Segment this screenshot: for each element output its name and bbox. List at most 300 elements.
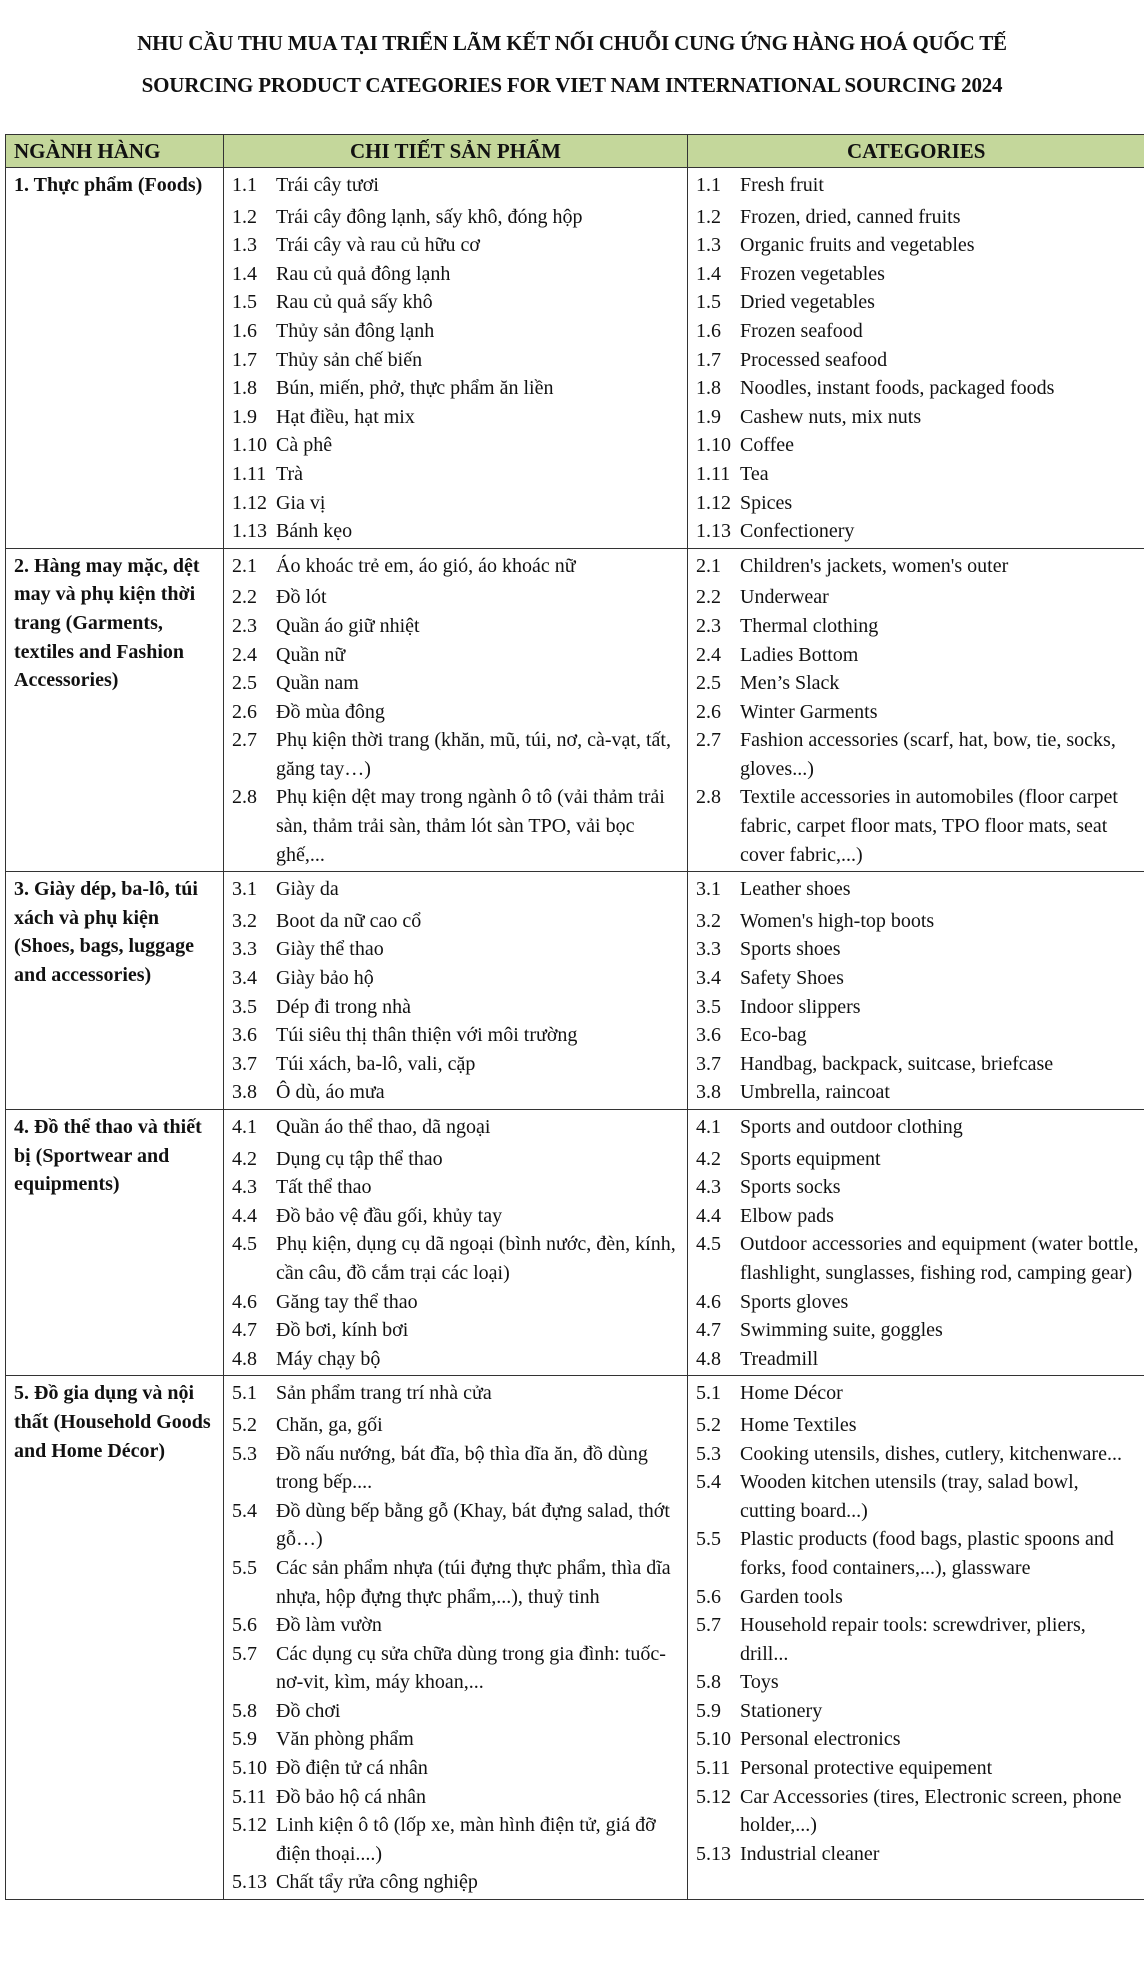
item-text: Home Textiles <box>740 1413 857 1436</box>
item-number: 4.8 <box>232 1347 257 1370</box>
item-text: Đồ làm vườn <box>276 1614 382 1637</box>
item-number: 4.7 <box>696 1319 721 1342</box>
item-text: Coffee <box>740 434 795 457</box>
list-item <box>696 1316 1139 1345</box>
item-number: 1.4 <box>232 262 257 285</box>
item-text: Bún, miến, phở, thực phẩm ăn liền <box>276 377 554 400</box>
industry-cell: 3. Giày dép, ba-lô, túi xách và phụ kiện (Shoes, bags, luggage and accessories) <box>6 872 224 1110</box>
item-text: Sports equipment <box>740 1147 881 1170</box>
list-item <box>696 1754 1139 1783</box>
item-text: Tea <box>740 462 769 485</box>
list-item <box>232 612 681 641</box>
item-text: Sports socks <box>740 1176 841 1199</box>
item-text: Fresh fruit <box>740 174 824 196</box>
item-text: Giày da <box>276 878 339 901</box>
list-item <box>696 1230 1139 1287</box>
list-item <box>232 1868 681 1897</box>
list-item <box>232 171 681 200</box>
item-number: 4.5 <box>232 1233 257 1256</box>
table-row <box>6 168 1144 549</box>
item-number: 4.1 <box>232 1116 257 1138</box>
list-item <box>696 1345 1139 1374</box>
item-text: Noodles, instant foods, packaged foods <box>740 377 1055 400</box>
item-number: 1.4 <box>696 262 721 285</box>
list-item <box>696 1145 1139 1174</box>
categories-cell <box>688 168 1144 549</box>
item-text: Sports gloves <box>740 1290 849 1313</box>
item-text: Đồ bảo hộ cá nhân <box>276 1785 426 1808</box>
item-text: Hạt điều, hạt mix <box>276 405 415 428</box>
list-item <box>696 260 1139 289</box>
item-number: 1.8 <box>696 377 721 400</box>
item-text: Spices <box>740 491 793 514</box>
item-text: Đồ bơi, kính bơi <box>276 1319 409 1342</box>
item-text: Dụng cụ tập thể thao <box>276 1147 443 1170</box>
list-item <box>232 1113 681 1142</box>
categories-cell <box>688 548 1144 872</box>
item-text: Quần nam <box>276 672 359 695</box>
list-item <box>232 1497 681 1554</box>
item-text: Handbag, backpack, suitcase, briefcase <box>740 1052 1054 1075</box>
list-item <box>696 1840 1139 1869</box>
item-number: 2.3 <box>232 614 257 637</box>
list-item <box>696 403 1139 432</box>
item-text: Frozen seafood <box>740 319 863 342</box>
item-number: 3.2 <box>232 909 257 932</box>
item-text: Các sản phẩm nhựa (túi đựng thực phẩm, thìa dĩa nhựa, hộp đựng thực phẩm,...), thuỷ tinh <box>276 1556 671 1608</box>
item-number: 1.6 <box>696 319 721 342</box>
table-row <box>6 872 1144 1110</box>
list-item <box>232 964 681 993</box>
item-text: Thủy sản đông lạnh <box>276 319 435 342</box>
list-item <box>232 460 681 489</box>
item-text: Linh kiện ô tô (lốp xe, màn hình điện tử, giá đỡ điện thoại....) <box>276 1814 656 1865</box>
item-text: Personal protective equipement <box>740 1757 993 1780</box>
item-text: Indoor slippers <box>740 995 861 1018</box>
item-number: 5.1 <box>696 1382 721 1405</box>
item-number: 2.1 <box>696 554 721 577</box>
item-number: 1.1 <box>232 174 257 196</box>
item-number: 1.8 <box>232 377 257 400</box>
list-item <box>232 1021 681 1050</box>
item-number: 3.2 <box>696 909 721 932</box>
item-text: Văn phòng phẩm <box>276 1728 414 1751</box>
item-number: 2.8 <box>232 786 257 809</box>
item-number: 5.6 <box>696 1585 721 1608</box>
list-item <box>232 1640 681 1697</box>
item-number: 2.5 <box>696 672 721 695</box>
item-number: 5.9 <box>232 1728 257 1751</box>
industry-cell: 5. Đồ gia dụng và nội thất (Household Goods and Home Décor) <box>6 1376 224 1900</box>
item-number: 4.6 <box>232 1290 257 1313</box>
list-item <box>232 1288 681 1317</box>
item-number: 1.9 <box>696 405 721 428</box>
item-text: Phụ kiện dệt may trong ngành ô tô (vải thảm trải sàn, thảm trải sàn, thảm lót sàn TPO, vải bọc ghế,... <box>276 786 665 866</box>
list-item <box>232 403 681 432</box>
item-number: 2.4 <box>696 643 721 666</box>
item-text: Cooking utensils, dishes, cutlery, kitchenware... <box>740 1442 1122 1465</box>
item-number: 5.8 <box>696 1671 721 1694</box>
item-number: 5.2 <box>232 1413 257 1436</box>
item-number: 1.1 <box>696 174 721 196</box>
list-item <box>696 1021 1139 1050</box>
sourcing-categories-table <box>5 134 1144 1900</box>
categories-cell <box>688 872 1144 1110</box>
item-text: Eco-bag <box>740 1024 807 1047</box>
item-text: Processed seafood <box>740 348 888 371</box>
item-number: 1.11 <box>232 462 267 485</box>
item-number: 1.7 <box>232 348 257 371</box>
item-number: 2.5 <box>232 672 257 695</box>
list-item <box>696 964 1139 993</box>
item-number: 3.3 <box>696 938 721 961</box>
item-text: Plastic products (food bags, plastic spoons and forks, food containers,...), glassware <box>740 1528 1114 1579</box>
list-item <box>232 641 681 670</box>
item-text: Treadmill <box>740 1347 819 1370</box>
list-item <box>696 1697 1139 1726</box>
industry-cell: 1. Thực phẩm (Foods) <box>6 168 224 549</box>
list-item <box>696 203 1139 232</box>
item-number: 2.8 <box>696 786 721 809</box>
item-text: Chăn, ga, gối <box>276 1413 383 1436</box>
list-item <box>232 583 681 612</box>
list-item <box>232 669 681 698</box>
item-number: 4.5 <box>696 1233 721 1256</box>
categories-cell <box>688 1110 1144 1376</box>
item-text: Men’s Slack <box>740 672 840 695</box>
item-number: 5.3 <box>696 1442 721 1465</box>
item-number: 5.13 <box>696 1842 731 1865</box>
table-header-row <box>6 135 1144 168</box>
list-item <box>232 1411 681 1440</box>
item-number: 3.8 <box>696 1081 721 1104</box>
item-number: 2.2 <box>696 586 721 609</box>
item-number: 3.3 <box>232 938 257 961</box>
item-text: Quần nữ <box>276 643 346 666</box>
list-item <box>696 583 1139 612</box>
list-item <box>232 907 681 936</box>
list-item <box>696 1525 1139 1582</box>
item-number: 5.5 <box>696 1528 721 1551</box>
product-details-cell <box>224 168 688 549</box>
item-number: 1.12 <box>232 491 267 514</box>
list-item <box>232 1440 681 1497</box>
industry-cell: 4. Đồ thể thao và thiết bị (Sportwear and equipments) <box>6 1110 224 1376</box>
item-number: 5.10 <box>232 1757 267 1780</box>
list-item <box>232 1754 681 1783</box>
item-text: Chất tẩy rửa công nghiệp <box>276 1871 478 1894</box>
industry-cell: 2. Hàng may mặc, dệt may và phụ kiện thời trang (Garments, textiles and Fashion Accessories) <box>6 548 224 872</box>
item-number: 4.6 <box>696 1290 721 1313</box>
item-number: 1.7 <box>696 348 721 371</box>
categories-cell <box>688 1376 1144 1900</box>
item-text: Stationery <box>740 1699 823 1722</box>
list-item <box>696 907 1139 936</box>
list-item <box>696 1583 1139 1612</box>
item-text: Rau củ quả đông lạnh <box>276 262 451 285</box>
item-text: Textile accessories in automobiles (floor carpet fabric, carpet floor mats, TPO floor mats, seat cover fabric,...) <box>740 786 1118 866</box>
item-text: Găng tay thể thao <box>276 1290 418 1313</box>
list-item <box>696 935 1139 964</box>
list-item <box>232 1230 681 1287</box>
list-item <box>232 374 681 403</box>
list-item <box>696 489 1139 518</box>
item-text: Đồ điện tử cá nhân <box>276 1757 428 1780</box>
item-number: 5.2 <box>696 1413 721 1436</box>
list-item <box>696 1078 1139 1107</box>
item-text: Trái cây và rau củ hữu cơ <box>276 234 480 257</box>
item-text: Home Décor <box>740 1382 843 1405</box>
item-text: Car Accessories (tires, Electronic screen, phone holder,...) <box>740 1785 1122 1837</box>
item-text: Quần áo thể thao, dã ngoại <box>276 1116 491 1138</box>
item-number: 5.4 <box>232 1499 257 1522</box>
item-text: Trái cây tươi <box>276 174 379 196</box>
item-number: 4.1 <box>696 1116 721 1138</box>
item-number: 4.2 <box>232 1147 257 1170</box>
list-item <box>232 726 681 783</box>
product-details-cell <box>224 872 688 1110</box>
item-text: Túi xách, ba-lô, vali, cặp <box>276 1052 476 1075</box>
list-item <box>696 1173 1139 1202</box>
item-number: 3.4 <box>696 967 721 990</box>
item-text: Dép đi trong nhà <box>276 995 411 1018</box>
item-number: 3.1 <box>696 878 721 901</box>
item-number: 4.3 <box>232 1176 257 1199</box>
item-number: 4.8 <box>696 1347 721 1370</box>
item-number: 5.8 <box>232 1699 257 1722</box>
item-text: Women's high-top boots <box>740 909 935 932</box>
item-text: Children's jackets, women's outer <box>740 554 1009 577</box>
list-item <box>696 1440 1139 1469</box>
item-text: Phụ kiện thời trang (khăn, mũ, túi, nơ, cà-vạt, tất, găng tay…) <box>276 729 671 780</box>
list-item <box>696 1468 1139 1525</box>
list-item <box>696 783 1139 869</box>
table-row <box>6 548 1144 872</box>
list-item <box>232 260 681 289</box>
table-row <box>6 1376 1144 1900</box>
list-item <box>232 1611 681 1640</box>
item-text: Garden tools <box>740 1585 843 1608</box>
item-number: 3.7 <box>232 1052 257 1075</box>
list-item <box>232 288 681 317</box>
item-text: Rau củ quả sấy khô <box>276 291 433 314</box>
title-english: SOURCING PRODUCT CATEGORIES FOR VIET NAM INTERNATIONAL SOURCING 2024 <box>141 73 1003 97</box>
list-item <box>696 552 1139 581</box>
item-number: 5.13 <box>232 1871 267 1894</box>
item-text: Ladies Bottom <box>740 643 859 666</box>
item-number: 5.9 <box>696 1699 721 1722</box>
list-item <box>232 935 681 964</box>
item-number: 3.5 <box>696 995 721 1018</box>
item-text: Tất thể thao <box>276 1176 372 1199</box>
item-text: Ô dù, áo mưa <box>276 1081 385 1104</box>
list-item <box>232 431 681 460</box>
header-categories: CATEGORIES <box>688 135 1144 168</box>
list-item <box>232 1811 681 1868</box>
list-item <box>232 1316 681 1345</box>
item-text: Outdoor accessories and equipment (water bottle, flashlight, sunglasses, fishing rod, camping gear) <box>740 1233 1139 1284</box>
item-number: 3.1 <box>232 878 257 901</box>
item-text: Áo khoác trẻ em, áo gió, áo khoác nữ <box>276 554 576 577</box>
table-row <box>6 1110 1144 1376</box>
list-item <box>232 552 681 581</box>
item-text: Đồ bảo vệ đầu gối, khủy tay <box>276 1204 503 1227</box>
item-number: 3.8 <box>232 1081 257 1104</box>
list-item <box>696 346 1139 375</box>
list-item <box>232 1173 681 1202</box>
item-text: Wooden kitchen utensils (tray, salad bowl, cutting board...) <box>740 1471 1079 1522</box>
list-item <box>232 1554 681 1611</box>
item-number: 2.6 <box>696 700 721 723</box>
item-text: Trà <box>276 462 304 485</box>
list-item <box>232 1050 681 1079</box>
list-item <box>232 1202 681 1231</box>
item-number: 3.4 <box>232 967 257 990</box>
list-item <box>696 231 1139 260</box>
item-text: Confectionery <box>740 520 855 543</box>
item-text: Bánh kẹo <box>276 520 353 543</box>
item-text: Đồ mùa đông <box>276 700 385 723</box>
item-number: 1.2 <box>696 205 721 228</box>
list-item <box>232 231 681 260</box>
item-number: 1.13 <box>696 520 731 543</box>
item-number: 4.2 <box>696 1147 721 1170</box>
item-text: Máy chạy bộ <box>276 1347 381 1370</box>
list-item <box>696 431 1139 460</box>
table-body <box>6 168 1144 1900</box>
item-text: Đồ chơi <box>276 1699 341 1722</box>
item-text: Quần áo giữ nhiệt <box>276 614 420 637</box>
list-item <box>232 317 681 346</box>
item-number: 5.7 <box>232 1642 257 1665</box>
item-text: Organic fruits and vegetables <box>740 234 975 257</box>
item-number: 5.10 <box>696 1728 731 1751</box>
item-number: 2.6 <box>232 700 257 723</box>
item-text: Phụ kiện, dụng cụ dã ngoại (bình nước, đèn, kính, cần câu, đồ cắm trại các loại) <box>276 1233 676 1284</box>
item-number: 5.12 <box>232 1814 267 1837</box>
list-item <box>232 517 681 546</box>
list-item <box>232 1697 681 1726</box>
item-text: Giày bảo hộ <box>276 967 374 990</box>
item-text: Sports and outdoor clothing <box>740 1116 963 1138</box>
item-number: 5.11 <box>232 1785 267 1808</box>
list-item <box>696 1050 1139 1079</box>
list-item <box>696 1725 1139 1754</box>
item-number: 5.4 <box>696 1471 721 1494</box>
list-item <box>696 698 1139 727</box>
item-text: Cà phê <box>276 434 333 457</box>
item-number: 1.10 <box>696 434 731 457</box>
item-text: Elbow pads <box>740 1204 834 1227</box>
list-item <box>232 1345 681 1374</box>
item-text: Frozen, dried, canned fruits <box>740 205 961 228</box>
item-text: Dried vegetables <box>740 291 875 314</box>
list-item <box>696 374 1139 403</box>
item-number: 1.5 <box>232 291 257 314</box>
header-industry: NGÀNH HÀNG <box>6 135 224 168</box>
item-text: Toys <box>740 1671 779 1694</box>
list-item <box>232 1725 681 1754</box>
list-item <box>232 346 681 375</box>
list-item <box>696 993 1139 1022</box>
item-number: 4.3 <box>696 1176 721 1199</box>
item-number: 4.4 <box>696 1204 721 1227</box>
item-text: Giày thể thao <box>276 938 384 961</box>
item-text: Đồ dùng bếp bằng gỗ (Khay, bát đựng salad, thớt gỗ…) <box>276 1499 670 1551</box>
item-text: Đồ nấu nướng, bát đĩa, bộ thìa dĩa ăn, đồ dùng trong bếp.... <box>276 1442 648 1494</box>
item-text: Các dụng cụ sửa chữa dùng trong gia đình: tuốc-nơ-vit, kìm, máy khoan,... <box>276 1642 666 1694</box>
list-item <box>696 1379 1139 1408</box>
item-number: 2.3 <box>696 614 721 637</box>
item-text: Thủy sản chế biến <box>276 348 423 371</box>
list-item <box>232 1783 681 1812</box>
item-number: 5.12 <box>696 1785 731 1808</box>
list-item <box>232 1145 681 1174</box>
item-text: Safety Shoes <box>740 967 844 990</box>
list-item <box>696 1411 1139 1440</box>
item-text: Thermal clothing <box>740 614 879 637</box>
item-text: Leather shoes <box>740 878 851 901</box>
item-text: Boot da nữ cao cổ <box>276 909 422 932</box>
item-text: Trái cây đông lạnh, sấy khô, đóng hộp <box>276 205 583 228</box>
item-text: Industrial cleaner <box>740 1842 880 1865</box>
item-text: Fashion accessories (scarf, hat, bow, tie, socks, gloves...) <box>740 729 1116 780</box>
item-number: 4.7 <box>232 1319 257 1342</box>
item-number: 1.5 <box>696 291 721 314</box>
item-number: 1.9 <box>232 405 257 428</box>
list-item <box>696 171 1139 200</box>
list-item <box>232 993 681 1022</box>
item-text: Underwear <box>740 586 829 609</box>
item-number: 2.2 <box>232 586 257 609</box>
item-number: 1.11 <box>696 462 731 485</box>
item-number: 4.4 <box>232 1204 257 1227</box>
item-number: 1.12 <box>696 491 731 514</box>
item-number: 3.7 <box>696 1052 721 1075</box>
item-text: Swimming suite, goggles <box>740 1319 943 1342</box>
item-number: 2.1 <box>232 554 257 577</box>
item-text: Sports shoes <box>740 938 841 961</box>
item-text: Umbrella, raincoat <box>740 1081 890 1104</box>
item-number: 5.11 <box>696 1757 731 1780</box>
product-details-cell <box>224 548 688 872</box>
list-item <box>232 1379 681 1408</box>
list-item <box>696 517 1139 546</box>
item-number: 5.6 <box>232 1614 257 1637</box>
list-item <box>696 1288 1139 1317</box>
item-number: 5.7 <box>696 1614 721 1637</box>
item-number: 5.5 <box>232 1556 257 1579</box>
item-text: Winter Garments <box>740 700 878 723</box>
list-item <box>232 203 681 232</box>
list-item <box>696 1783 1139 1840</box>
list-item <box>232 698 681 727</box>
item-number: 1.10 <box>232 434 267 457</box>
item-text: Personal electronics <box>740 1728 901 1751</box>
list-item <box>696 460 1139 489</box>
list-item <box>696 1113 1139 1142</box>
item-text: Household repair tools: screwdriver, pliers, drill... <box>740 1614 1086 1665</box>
list-item <box>696 669 1139 698</box>
item-text: Cashew nuts, mix nuts <box>740 405 922 428</box>
item-text: Túi siêu thị thân thiện với môi trường <box>276 1024 578 1047</box>
document-title <box>0 22 1144 106</box>
item-text: Frozen vegetables <box>740 262 885 285</box>
list-item <box>696 317 1139 346</box>
item-number: 1.13 <box>232 520 267 543</box>
item-text: Đồ lót <box>276 586 327 609</box>
product-details-cell <box>224 1376 688 1900</box>
